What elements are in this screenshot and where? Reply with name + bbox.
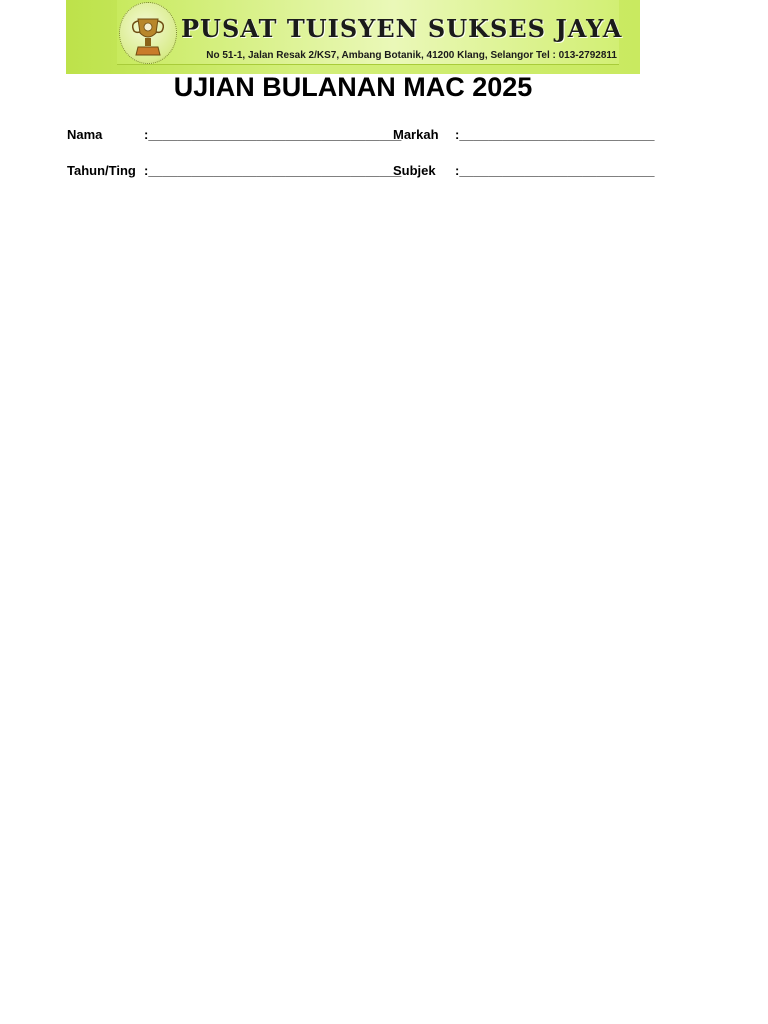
name-label: Nama <box>67 127 103 142</box>
center-name: PUSAT TUISYEN SUKSES JAYA <box>181 14 623 43</box>
year-field[interactable]: :___________________________________ <box>144 163 402 178</box>
banner-panel <box>117 0 623 65</box>
exam-title: UJIAN BULANAN MAC 2025 <box>173 72 533 102</box>
header-banner <box>66 0 640 74</box>
subject-field[interactable]: :___________________________ <box>455 163 655 178</box>
center-address: No 51-1, Jalan Resak 2/KS7, Ambang Botanik, 41200 Klang, Selangor Tel : 013-2792811 <box>206 50 617 61</box>
subject-label: Subjek <box>393 163 436 178</box>
trophy-logo-icon <box>119 2 177 64</box>
year-label: Tahun/Ting <box>67 163 136 178</box>
marks-label: Markah <box>393 127 439 142</box>
name-field[interactable]: :___________________________________ <box>144 127 402 142</box>
marks-field[interactable]: :___________________________ <box>455 127 655 142</box>
